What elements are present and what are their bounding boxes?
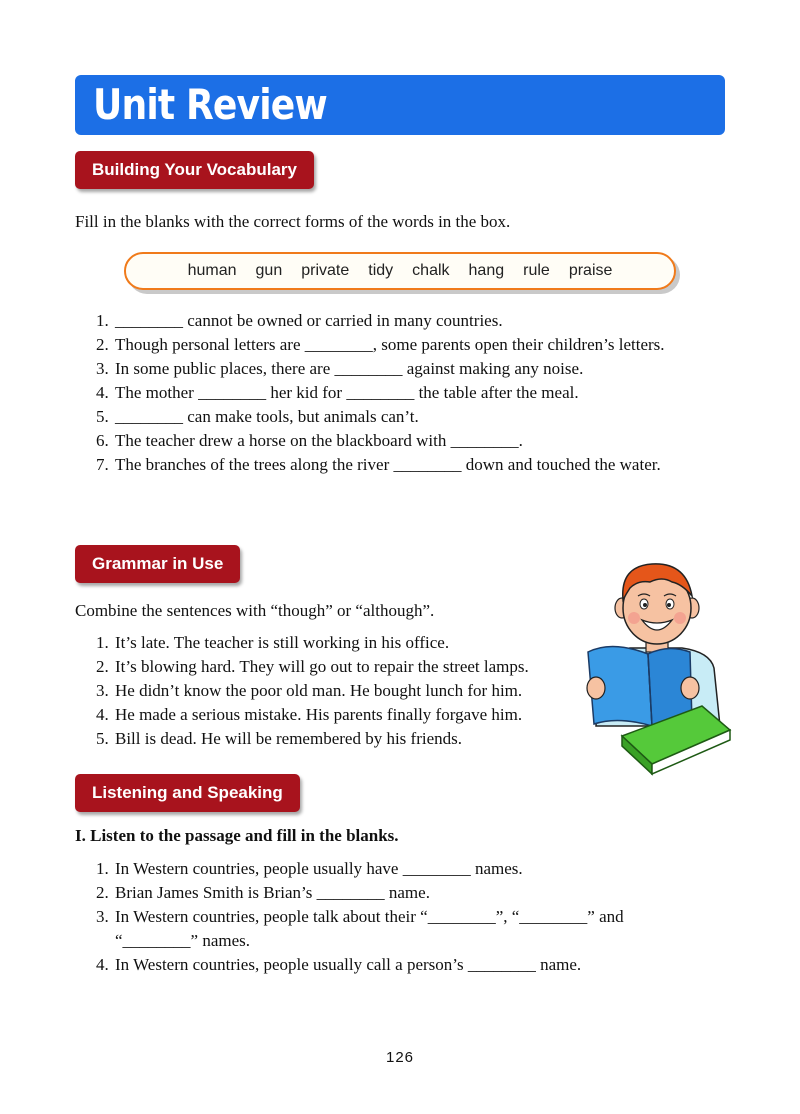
item-number: 1. — [96, 311, 109, 330]
item-text: ________ can make tools, but animals can’t. — [115, 407, 419, 426]
section-heading-vocabulary: Building Your Vocabulary — [75, 151, 314, 189]
exercise-item — [96, 309, 696, 333]
item-number: 3. — [96, 907, 109, 926]
item-number: 2. — [96, 883, 109, 902]
listening-exercise-list — [96, 857, 696, 977]
exercise-item — [96, 727, 529, 751]
exercise-item — [96, 381, 696, 405]
unit-title-banner — [75, 75, 725, 135]
item-text: It’s blowing hard. They will go out to repair the street lamps. — [115, 657, 529, 676]
item-text: It’s late. The teacher is still working in his office. — [115, 633, 450, 652]
exercise-item — [96, 881, 696, 905]
section-heading-grammar: Grammar in Use — [75, 545, 240, 583]
item-number: 4. — [96, 383, 109, 402]
word-box-word: tidy — [368, 262, 394, 279]
item-text: He made a serious mistake. His parents finally forgave him. — [115, 705, 523, 724]
item-number: 5. — [96, 729, 109, 748]
exercise-item — [96, 679, 529, 703]
exercise-item — [96, 453, 696, 477]
item-text: Brian James Smith is Brian’s ________ name. — [115, 883, 430, 902]
item-number: 3. — [96, 359, 109, 378]
section-heading-listening: Listening and Speaking — [75, 774, 300, 812]
word-box-word: gun — [255, 262, 283, 279]
item-text: In Western countries, people usually have ________ names. — [115, 859, 523, 878]
item-number: 4. — [96, 705, 109, 724]
item-text: Bill is dead. He will be remembered by his friends. — [115, 729, 462, 748]
exercise-item — [96, 953, 696, 977]
boy-reading-illustration — [582, 556, 732, 776]
word-box-word: human — [187, 262, 237, 279]
exercise-item — [96, 357, 696, 381]
item-text: In Western countries, people talk about their “________”, “________” and “________” names. — [115, 907, 624, 950]
vocabulary-exercise-list — [96, 309, 696, 477]
exercise-item — [96, 857, 696, 881]
listening-instruction: I. Listen to the passage and fill in the blanks. — [75, 826, 399, 845]
item-number: 4. — [96, 955, 109, 974]
item-number: 7. — [96, 455, 109, 474]
item-number: 6. — [96, 431, 109, 450]
exercise-item — [96, 703, 529, 727]
item-number: 1. — [96, 633, 109, 652]
item-text: In Western countries, people usually call a person’s ________ name. — [115, 955, 582, 974]
exercise-item — [96, 405, 696, 429]
item-text: The teacher drew a horse on the blackboard with ________. — [115, 431, 523, 450]
word-box — [124, 252, 676, 290]
item-text: The mother ________ her kid for ________ the table after the meal. — [115, 383, 579, 402]
grammar-exercise-list — [96, 631, 529, 751]
item-number: 3. — [96, 681, 109, 700]
word-box-word: praise — [568, 262, 613, 279]
word-box-word: chalk — [412, 262, 450, 279]
item-text: ________ cannot be owned or carried in many countries. — [115, 311, 503, 330]
exercise-item — [96, 429, 696, 453]
item-text: The branches of the trees along the river ________ down and touched the water. — [115, 455, 661, 474]
grammar-instruction: Combine the sentences with “though” or “although”. — [75, 601, 435, 620]
item-number: 2. — [96, 657, 109, 676]
item-text: He didn’t know the poor old man. He bought lunch for him. — [115, 681, 523, 700]
exercise-item — [96, 655, 529, 679]
exercise-item — [96, 333, 696, 357]
word-box-word: rule — [523, 262, 550, 279]
word-box-word: private — [301, 262, 350, 279]
vocabulary-instruction: Fill in the blanks with the correct forms of the words in the box. — [75, 212, 511, 231]
exercise-item — [96, 905, 696, 953]
item-number: 1. — [96, 859, 109, 878]
item-text: Though personal letters are ________, some parents open their children’s letters. — [115, 335, 665, 354]
word-box-word: hang — [468, 262, 505, 279]
item-number: 2. — [96, 335, 109, 354]
exercise-item — [96, 631, 529, 655]
page-number: 126 — [385, 1049, 415, 1066]
item-text: In some public places, there are ________ against making any noise. — [115, 359, 584, 378]
unit-title: Unit Review — [93, 80, 327, 129]
item-number: 5. — [96, 407, 109, 426]
